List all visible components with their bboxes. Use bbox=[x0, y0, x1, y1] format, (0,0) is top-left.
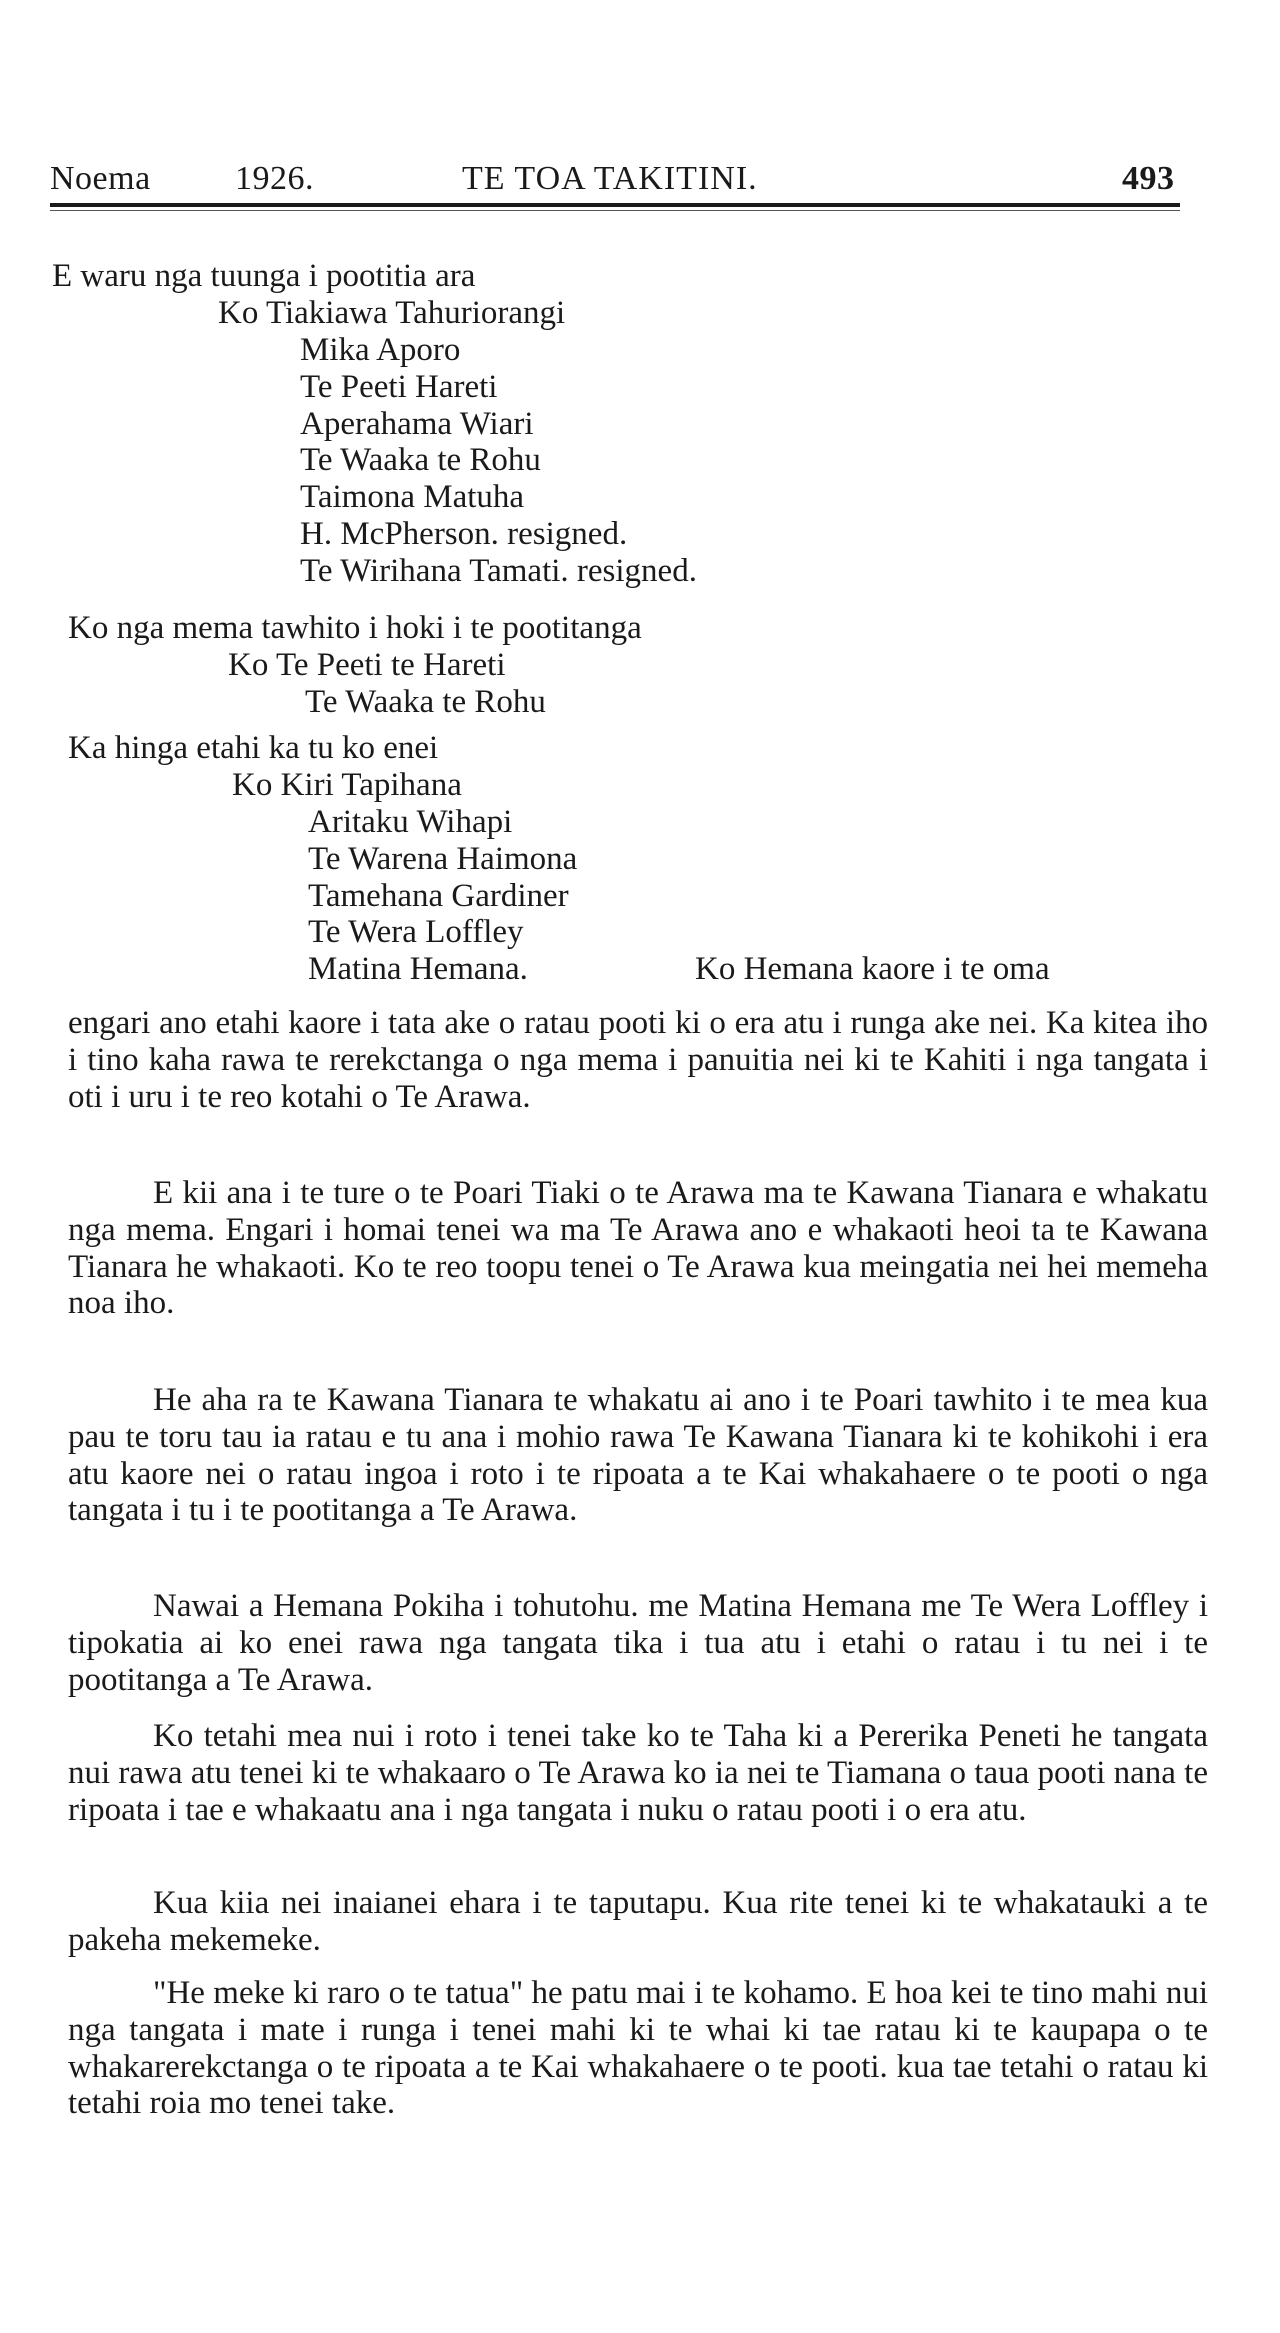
paragraph: Nawai a Hemana Pokiha i tohutohu. me Matina Hemana me Te Wera Loffley i tipokatia ai ko enei rawa nga tangata tika i tua atu i etahi o ratau i tu nei i te pootitanga a Te Arawa. bbox=[68, 1588, 1208, 1698]
list-item: H. McPherson. resigned. bbox=[300, 515, 628, 552]
list-item: Tamehana Gardiner bbox=[308, 877, 569, 914]
list-item: Taimona Matuha bbox=[300, 479, 525, 516]
elected-first: Ko Tiakiawa Tahuriorangi bbox=[218, 295, 566, 331]
election-intro: E waru nga tuunga i pootitia ara bbox=[52, 258, 476, 294]
elected-list bbox=[300, 332, 697, 590]
paragraph: E kii ana i te ture o te Poari Tiaki o te Arawa ma te Kawana Tianara e whakatu nga mema. Engari i homai tenei wa ma Te Arawa ano e whakaoti heoi ta te Kawana Tianara he whakaoti. Ko te reo toopu tenei o Te Arawa kua meingatia nei hei memeha noa iho. bbox=[68, 1175, 1208, 1322]
defeated-list bbox=[308, 804, 577, 951]
list-item: Te Waaka te Rohu bbox=[305, 684, 546, 720]
list-item: Te Waaka te Rohu bbox=[300, 442, 541, 479]
defeated-first: Ko Kiri Tapihana bbox=[232, 767, 462, 803]
paragraph: Kua kiia nei inaianei ehara i te taputapu. Kua rite tenei ki te whakatauki a te pakeha mekemeke. bbox=[68, 1885, 1208, 1958]
header-title: TE TOA TAKITINI. bbox=[462, 160, 758, 197]
header-year: 1926. bbox=[235, 160, 314, 197]
returning-intro: Ko nga mema tawhito i hoki i te pootitanga bbox=[68, 610, 642, 646]
header-rule-thin bbox=[50, 210, 1180, 211]
list-item: Aritaku Wihapi bbox=[308, 804, 513, 840]
header-page-number: 493 bbox=[1122, 160, 1175, 197]
defeated-last: Matina Hemana. bbox=[308, 951, 528, 987]
header-month: Noema bbox=[50, 160, 151, 197]
defeated-last-note: Ko Hemana kaore i te oma bbox=[695, 951, 1050, 987]
returning-first: Ko Te Peeti te Hareti bbox=[228, 647, 506, 683]
list-item: Te Peeti Hareti bbox=[300, 368, 498, 405]
paragraph: engari ano etahi kaore i tata ake o ratau pooti ki o era atu i runga ake nei. Ka kitea iho i tino kaha rawa te rerekctanga o nga mema i panuitia nei ki te Kahiti i nga tangata i oti i uru i te reo kotahi o Te Arawa. bbox=[68, 1005, 1208, 1115]
paragraph: "He meke ki raro o te tatua" he patu mai i te kohamo. E hoa kei te tino mahi nui nga tangata i mate i runga i tenei mahi ki te whai ki tae ratau ki te kaupapa o te whakarerekctanga o te ripoata a te Kai whakahaere o te pooti. kua tae tetahi o ratau ki tetahi roia mo tenei take. bbox=[68, 1975, 1208, 2122]
paragraph: He aha ra te Kawana Tianara te whakatu ai ano i te Poari tawhito i te mea kua pau te toru tau ia ratau e tu ana i mohio rawa Te Kawana Tianara ki te kohikohi i era atu kaore nei o ratau ingoa i roto i te ripoata a te Kai whakahaere o te pooti o nga tangata i tu i te pootitanga a Te Arawa. bbox=[68, 1382, 1208, 1529]
list-item: Te Warena Haimona bbox=[308, 840, 578, 877]
returning-list bbox=[305, 684, 546, 721]
defeated-intro: Ka hinga etahi ka tu ko enei bbox=[68, 730, 439, 766]
list-item: Mika Aporo bbox=[300, 332, 461, 368]
paragraph: Ko tetahi mea nui i roto i tenei take ko te Taha ki a Pererika Peneti he tangata nui rawa atu tenei ki te whakaaro o Te Arawa ko ia nei te Tiamana o taua pooti nana te ripoata i tae e whakaatu ana i nga tangata i nuku o ratau pooti i o era atu. bbox=[68, 1718, 1208, 1828]
list-item: Te Wirihana Tamati. resigned. bbox=[300, 552, 697, 589]
header-rule-thick bbox=[50, 203, 1180, 207]
page-header bbox=[50, 160, 1220, 208]
list-item: Aperahama Wiari bbox=[300, 405, 534, 442]
list-item: Te Wera Loffley bbox=[308, 914, 524, 951]
